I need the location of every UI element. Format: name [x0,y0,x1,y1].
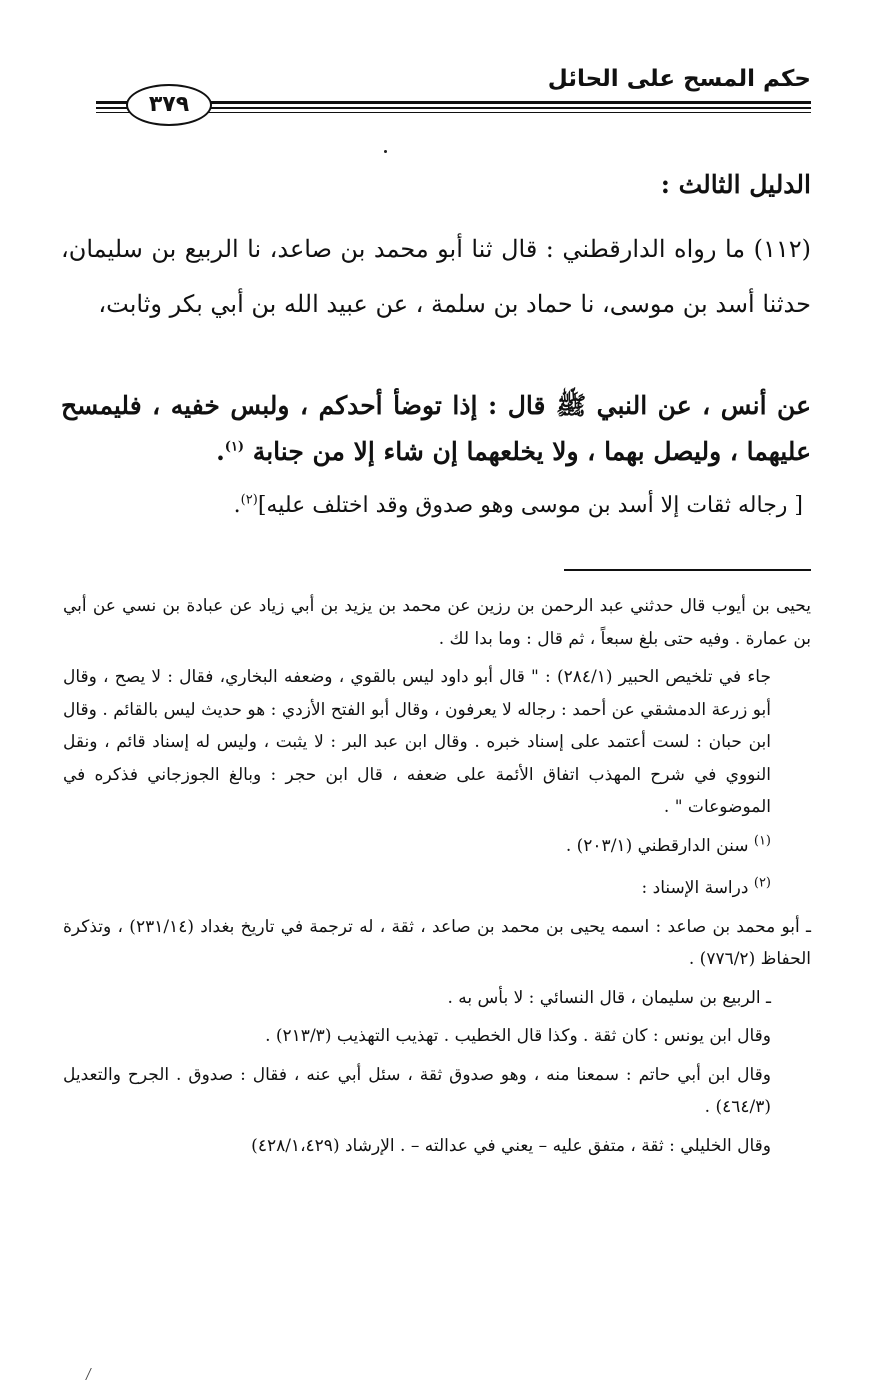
footnote-continuation: يحيى بن أيوب قال حدثني عبد الرحمن بن رزين عن محمد بن يزيد بن أبي زياد عن عبادة بن نسي عن أبي بن عمارة . وفيه حتى بلغ سبعاً ، ثم قال : وما بدا لك . [63,596,811,649]
footnote-1-text: سنن الدارقطني (٢٠٣/١) . [565,835,749,856]
hadith-end: . [216,437,225,466]
narration-paragraph: (١١٢) ما رواه الدارقطني : قال ثنا أبو محمد بن صاعد، نا الربيع بن سليمان، حدثنا أسد بن موسى، نا حماد بن سلمة ، عن عبيد الله بن أبي بكر وثابت، [61,235,811,318]
section-heading: الدليل الثالث : [660,170,811,199]
footnotes [63,590,811,1162]
footnote-ibn-yunus: وقال ابن يونس : كان ثقة . وكذا قال الخطيب . تهذيب التهذيب (٢١٣/٣) . [265,1026,771,1046]
hadith-text [61,383,811,475]
grading-end: . [233,493,241,518]
grading-body: [ رجاله ثقات إلا أسد بن موسى وهو صدوق وقد اختلف عليه] [257,493,803,518]
footnote-ref-1: (١) [224,439,245,455]
footnote-2-marker: (٢) [753,875,771,891]
ink-mark [85,1368,100,1380]
footnote-2 [63,872,811,905]
running-title: حكم المسح على الحائل [547,66,811,92]
footnote-1 [63,830,811,863]
footnote-1-marker: (١) [753,832,771,848]
footnote-ref-2: (٢) [240,492,258,508]
grading-note [63,486,803,526]
footnote-rabi: ـ الربيع بن سليمان ، قال النسائي : لا بأس به . [447,987,771,1008]
hadith-body: عن أنس ، عن النبي ﷺ قال : إذا توضأ أحدكم ، ولبس خفيه ، فليمسح عليهما ، وليصل بهما ، ولا يخلعهما إن شاء إلا من جنابة [61,391,811,466]
ink-dot [384,150,387,153]
footnote-talkhis: جاء في تلخيص الحبير (٢٨٤/١) : " قال أبو داود ليس بالقوي ، وضعفه البخاري، فقال : لا يصح ، وقال أبو زرعة الدمشقي عن أحمد : رجاله لا يعرفون ، وقال أبو الفتح الأزدي : هو حديث ليس بالقائم . وقال ابن حبان : لست أعتمد على إسناد خبره . وقال ابن عبد البر : لا يثبت ، وليس له إسناد قائم ، ونقل النووي في شرح المهذب اتفاق الأئمة على ضعفه ، قال ابن حجر : وبالغ الجوزجاني فذكره في الموضوعات " . [63,667,771,817]
footnote-2-text: دراسة الإسناد : [641,878,749,898]
page-number: ٣٧٩ [126,84,212,126]
footnote-ibn-abi-hatim: وقال ابن أبي حاتم : سمعنا منه ، وهو صدوق ثقة ، سئل أبي عنه ، فقال : صدوق . الجرح والتعديل (٤٦٤/٣) . [63,1064,771,1117]
footnote-khalili: وقال الخليلي : ثقة ، متفق عليه – يعني في عدالته – . الإرشاد (٤٢٨/١،٤٢٩) [251,1135,771,1156]
footnote-separator [564,569,811,571]
footnote-ibn-saed: ـ أبو محمد بن صاعد : اسمه يحيى بن محمد بن صاعد ، ثقة ، له ترجمة في تاريخ بغداد (٢٣١/١٤) ، وتذكرة الحفاظ (٧٧٦/٢) . [63,916,812,969]
